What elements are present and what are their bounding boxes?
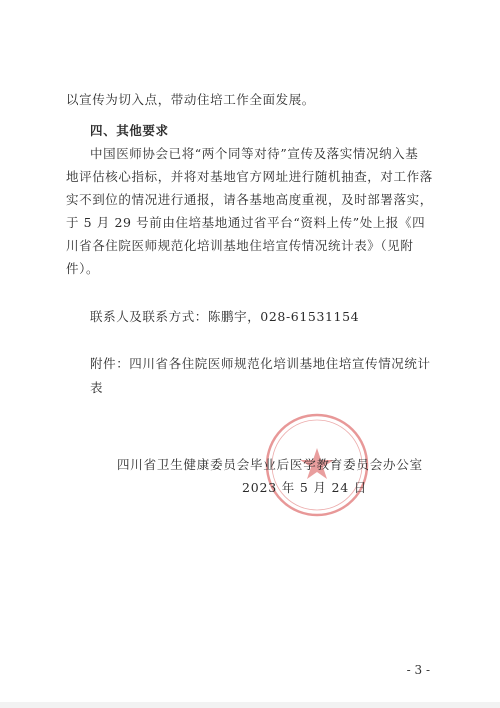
paragraph-line: 地评估核心指标，并将对基地官方网址进行随机抽查，对工作落 xyxy=(66,169,433,184)
paragraph-continuation: 以宣传为切入点，带动住培工作全面发展。 xyxy=(66,92,315,107)
paragraph-line: 实不到位的情况进行通报，请各基地高度重视，及时部署落实， xyxy=(66,192,433,207)
page-edge xyxy=(0,702,500,708)
paragraph-line: 于 5 月 29 号前由住培基地通过省平台“资料上传”处上报《四 xyxy=(66,215,426,230)
paragraph-line: 件）。 xyxy=(66,261,100,276)
issuing-organization: 四川省卫生健康委员会毕业后医学教育委员会办公室 xyxy=(117,457,423,472)
contact-info: 联系人及联系方式：陈鹏宇，028-61531154 xyxy=(90,309,360,324)
issue-date: 2023 年 5 月 24 日 xyxy=(242,480,368,495)
page-number: - 3 - xyxy=(406,663,430,677)
paragraph-line: 川省各住院医师规范化培训基地住培宣传情况统计表》（见附 xyxy=(66,238,414,253)
paragraph-line: 中国医师协会已将“两个同等对待”宣传及落实情况纳入基 xyxy=(90,146,419,161)
section-heading: 四、其他要求 xyxy=(90,123,169,138)
attachment-line: 附件：四川省各住院医师规范化培训基地住培宣传情况统计 xyxy=(90,356,431,371)
attachment-line: 表 xyxy=(90,380,104,395)
